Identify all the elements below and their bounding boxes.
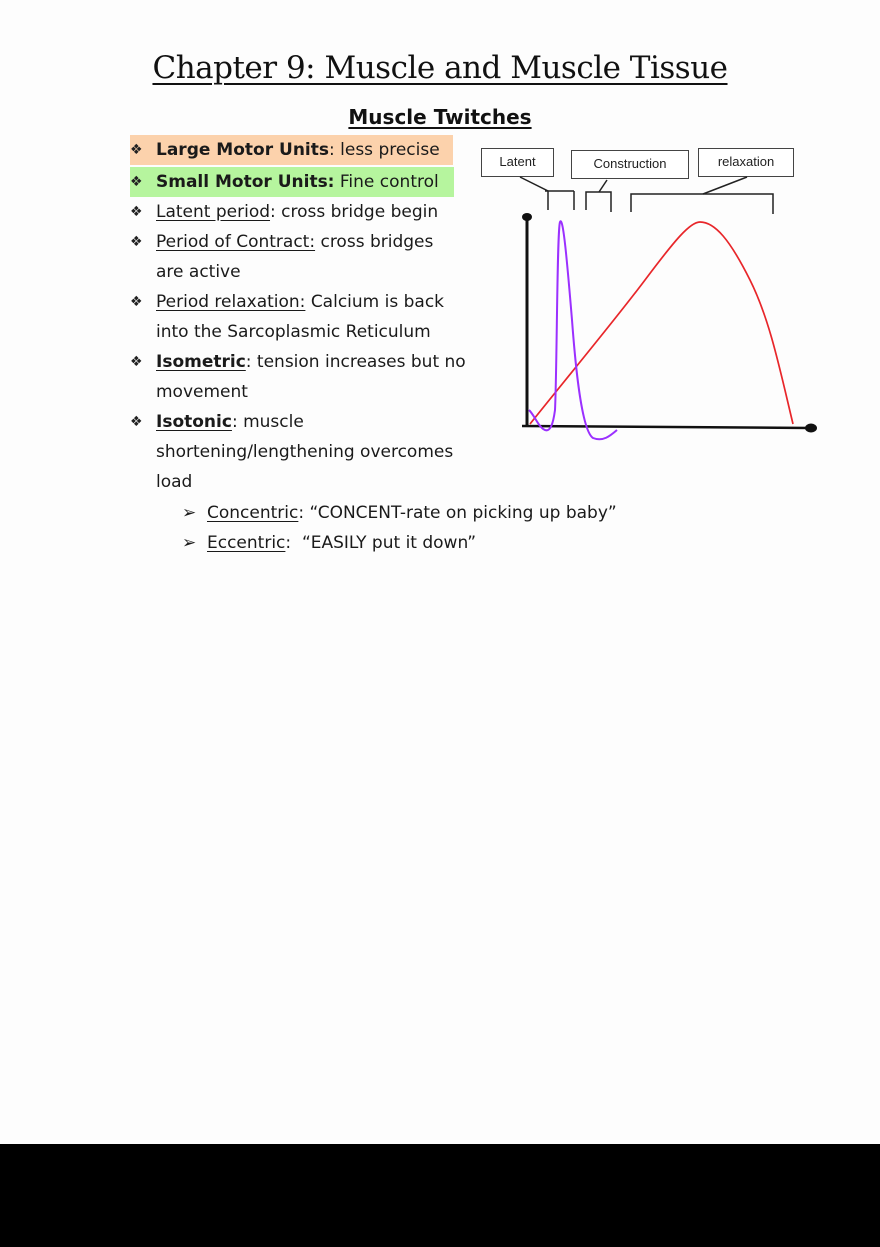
diamond-bullet-icon: ❖ bbox=[130, 234, 143, 250]
diamond-bullet-icon: ❖ bbox=[130, 174, 143, 190]
list-item: ❖ Isometric: tension increases but no movement bbox=[130, 347, 470, 407]
diamond-bullet-icon: ❖ bbox=[130, 142, 143, 158]
list-item bbox=[130, 167, 470, 197]
sub-list-item: ➢ Concentric: “CONCENT-rate on picking up baby” bbox=[182, 498, 617, 528]
diamond-bullet-icon: ❖ bbox=[130, 204, 143, 220]
list-item: ❖ Period relaxation: Calcium is back into the Sarcoplasmic Reticulum bbox=[130, 287, 470, 347]
highlight-green: ❖ Small Motor Units: Fine control bbox=[130, 167, 454, 197]
label-construction: Construction bbox=[571, 150, 689, 179]
muscle-twitch-diagram bbox=[475, 140, 825, 450]
arrow-bullet-icon: ➢ bbox=[182, 503, 197, 523]
bullet-list bbox=[130, 135, 470, 497]
section-heading: Muscle Twitches bbox=[348, 105, 532, 129]
list-item: ❖ Latent period: cross bridge begin bbox=[130, 197, 470, 227]
list-item bbox=[130, 135, 470, 167]
diamond-bullet-icon: ❖ bbox=[130, 354, 143, 370]
list-item: ❖ Period of Contract: cross bridges are active bbox=[130, 227, 470, 287]
highlight-orange: ❖ Large Motor Units: less precise bbox=[130, 135, 453, 165]
label-relaxation: relaxation bbox=[698, 148, 794, 177]
list-item: ❖ Isotonic: muscle shortening/lengthening overcomes load bbox=[130, 407, 470, 497]
page-title: Chapter 9: Muscle and Muscle Tissue bbox=[152, 50, 728, 86]
label-latent: Latent bbox=[481, 148, 554, 177]
twitch-graph-svg bbox=[475, 140, 825, 450]
diamond-bullet-icon: ❖ bbox=[130, 414, 143, 430]
arrow-bullet-icon: ➢ bbox=[182, 533, 197, 553]
diamond-bullet-icon: ❖ bbox=[130, 294, 143, 310]
sub-list-item: ➢ Eccentric: “EASILY put it down” bbox=[182, 528, 476, 558]
